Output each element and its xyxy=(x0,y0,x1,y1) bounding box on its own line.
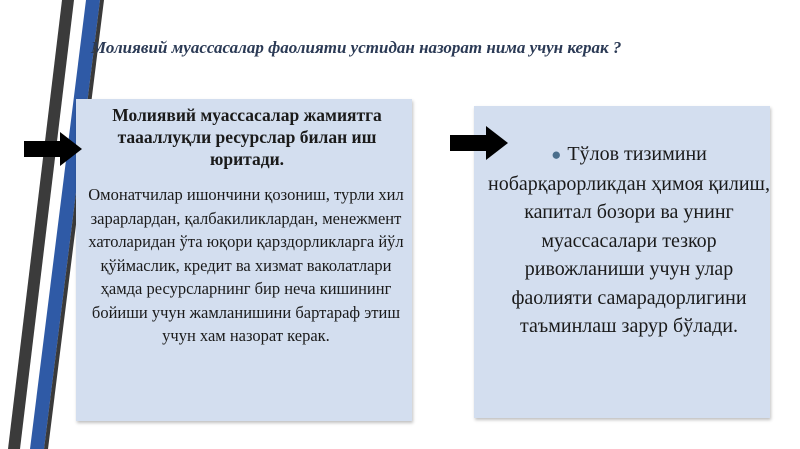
right-panel-text-block xyxy=(486,140,772,341)
left-panel-body: Омонатчилар ишончини қозониш, турли хил зарарлардан, қалбакиликлардан, менежмент хатоларидан ўта юқори қарздорликларга йўл қўймаслик, кредит ва хизмат ваколатлари ҳамда ресурсларнинг бир неча кишининг бойиши учун жамланишини бартараф этиш учун хам назорат керак. xyxy=(88,185,404,345)
right-panel-text: Тўлов тизимини нобарқарорликдан ҳимоя қилиш, капитал бозори ва унинг муассасалари тезкор ривожланиши учун улар фаолияти самарадорлигини таъминлаш зарур бўлади. xyxy=(488,143,770,337)
left-panel-lead: Молиявий муассасалар жамиятга таааллуқли ресурслар билан иш юритади. xyxy=(112,105,382,169)
slide-title: Молиявий муассасалар фаолияти устидан назорат нима учун керак ? xyxy=(91,38,622,57)
right-arrow-icon xyxy=(24,132,82,166)
bullet-dot-icon: ● xyxy=(551,145,562,164)
